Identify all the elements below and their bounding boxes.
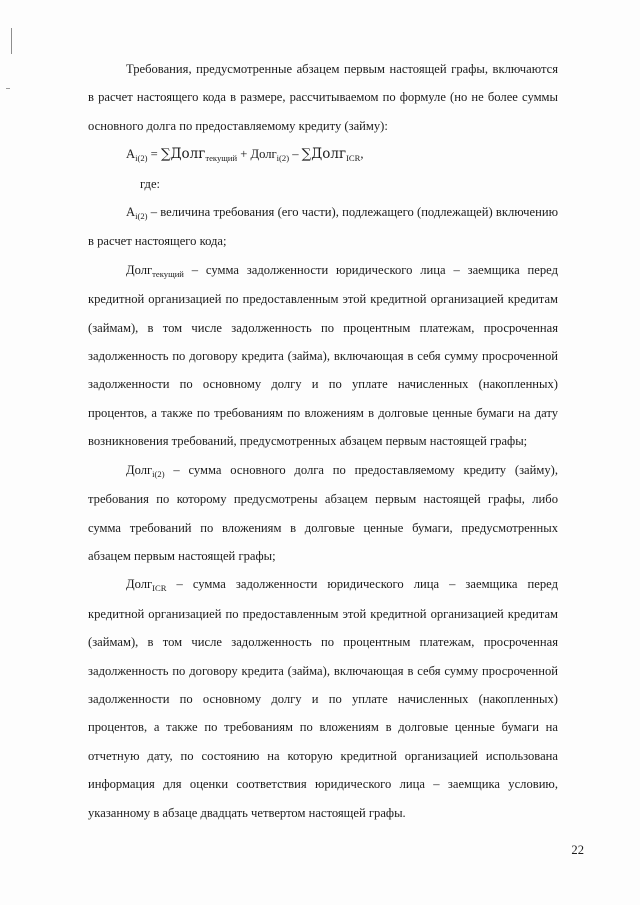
formula-minus: –	[289, 147, 302, 162]
paragraph-definition-dolg-icr	[88, 570, 558, 827]
paragraph-definition-dolg-tekuschiy	[88, 256, 558, 456]
term-dolg-icr-base: Долг	[126, 577, 153, 592]
paragraph-definition-dolg-i2	[88, 456, 558, 571]
formula-sum-1-sub: текущий	[205, 153, 238, 164]
formula-sum-2-sub: ICR	[346, 153, 361, 164]
formula-lhs-sub: i(2)	[135, 153, 148, 164]
term-a-sub: i(2)	[135, 211, 148, 222]
scan-artifact-left	[6, 88, 10, 89]
scan-artifact-top	[11, 28, 12, 54]
formula-plus-term: + Долг	[237, 147, 277, 162]
term-dolg-icr-text: – сумма задолженности юридического лица – заемщика перед кредитной организацией по предоставленным этой кредитной организацией кредитам (займам), в том числе задолженность по процентным платежам, просроченная задолженность по договору кредита (займа), включающая в себя сумму просроченной задолженности по основному долгу и по уплате начисленных (накопленных) процентов, а также по требованиям по вложениям в долговые ценные бумаги на отчетную дату, по состоянию на которую кредитной организацией использована информация для оценки соответствия юридического лица – заемщика условию, указанному в абзаце двадцать четвертом настоящей графы.	[88, 577, 558, 820]
paragraph-gde: где:	[140, 176, 161, 191]
term-dolg-tek-text: – сумма задолженности юридического лица – заемщика перед кредитной организацией по предоставленным этой кредитной организацией кредитам (займам), в том числе задолженность по процентным платежам, просроченная задолженность по договору кредита (займа), включающая в себя сумму просроченной задолженности по основному долгу и по уплате начисленных (накопленных) процентов, а также по требованиям по вложениям в долговые ценные бумаги на дату возникновения требований, предусмотренных абзацем первым настоящей графы;	[88, 262, 558, 449]
formula-tail: ,	[360, 147, 364, 162]
paragraph-intro: Требования, предусмотренные абзацем первым настоящей графы, включаются в расчет настоящего кода в размере, рассчитываемом по формуле (но не более суммы основного долга по предоставляемому кредиту (займу):	[88, 62, 558, 133]
term-dolg-tek-sub: текущий	[152, 268, 184, 279]
formula-lhs-base: А	[126, 147, 136, 162]
formula-equals: =	[147, 147, 161, 162]
term-dolg-tek-base: Долг	[126, 262, 153, 277]
formula-sum-2: ∑Долг	[301, 146, 347, 163]
formula-term-2-sub: i(2)	[276, 153, 290, 164]
paragraph-definition-a	[88, 198, 558, 256]
formula-sum-1: ∑Долг	[160, 146, 206, 163]
term-dolg-icr-sub: ICR	[152, 583, 167, 594]
term-dolg-i2-base: Долг	[126, 462, 153, 477]
term-a-base: А	[126, 205, 136, 220]
term-dolg-i2-text: – сумма основного долга по предоставляемому кредиту (займу), требования по которому предусмотрены абзацем первым настоящей графы, либо сумма требований по вложениям в долговые ценные бумаги, предусмотренных абзацем первым настоящей графы;	[88, 462, 558, 563]
term-a-text: – величина требования (его части), подлежащего (подлежащей) включению в расчет настоящего кода;	[88, 205, 558, 249]
formula-line	[88, 140, 558, 169]
document-body	[88, 55, 558, 827]
term-dolg-i2-sub: i(2)	[152, 468, 165, 479]
page-number: 22	[571, 843, 584, 858]
